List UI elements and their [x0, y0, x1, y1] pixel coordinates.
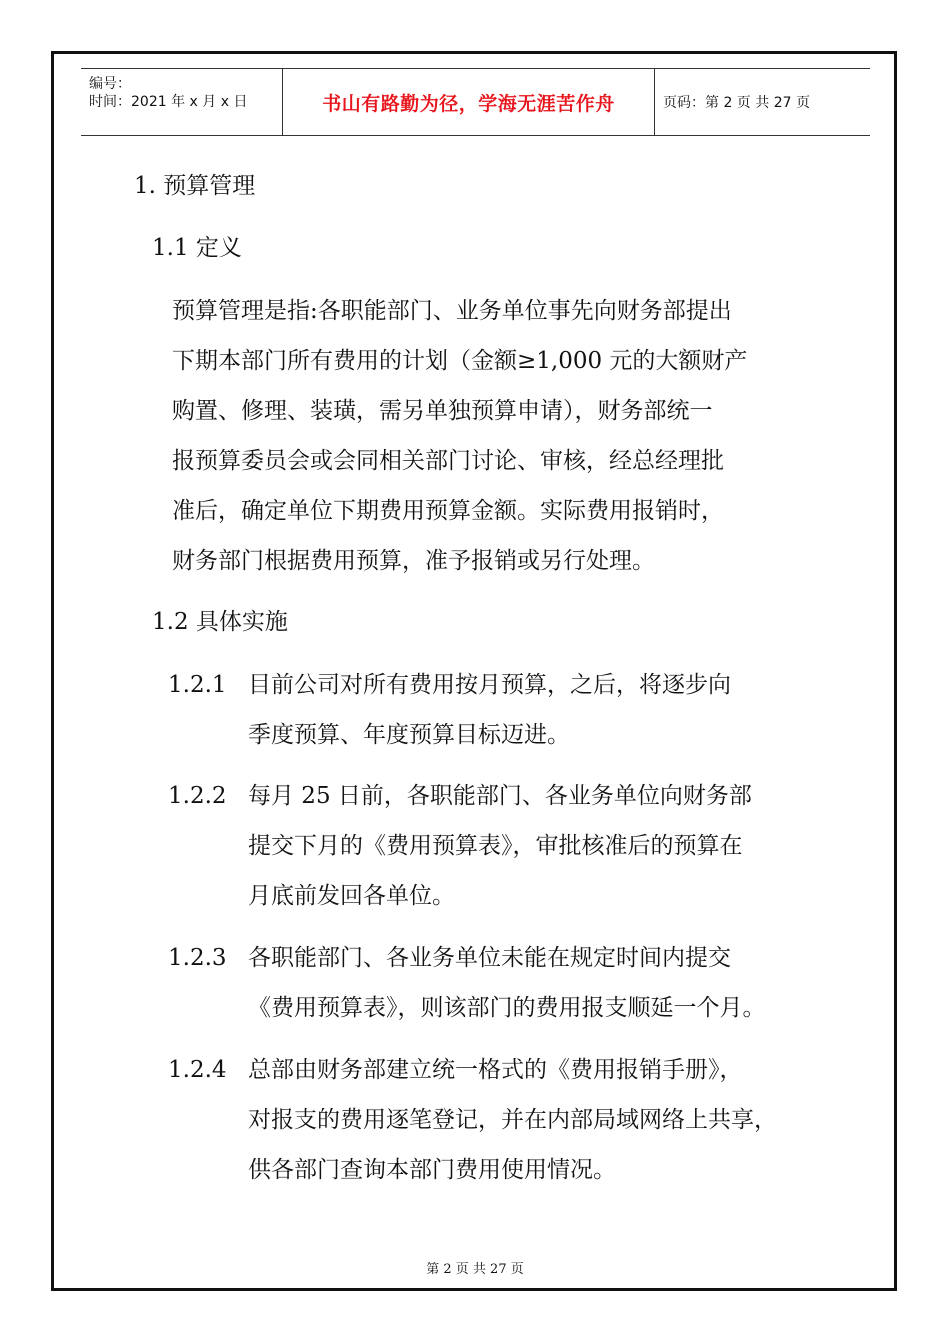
- item-line: 对报支的费用逐笔登记，并在内部局域网络上共享，: [248, 1107, 777, 1133]
- header-meta: [89, 75, 247, 111]
- subsection-title-definition: 1.1 定义: [152, 235, 242, 261]
- document-header: [81, 68, 870, 136]
- definition-line: 购置、修理、装璜，需另单独预算申请），财务部统一: [172, 398, 713, 424]
- item-line: 提交下月的《费用预算表》，审批核准后的预算在: [248, 833, 743, 859]
- subsection-title-implementation: 1.2 具体实施: [152, 609, 288, 635]
- item-line: 每月 25 日前，各职能部门、各业务单位向财务部: [248, 783, 752, 809]
- item-line: 季度预算、年度预算目标迈进。: [248, 722, 570, 748]
- definition-line: 报预算委员会或会同相关部门讨论、审核，经总经理批: [172, 448, 724, 474]
- definition-line: 下期本部门所有费用的计划（金额≥1,000 元的大额财产: [172, 348, 748, 374]
- number-label: 编号：: [89, 76, 131, 92]
- item-number: 1.2.3: [168, 945, 227, 971]
- item-line: 各职能部门、各业务单位未能在规定时间内提交: [248, 945, 731, 971]
- header-divider: [654, 69, 655, 135]
- header-page-info: 页码：第 2 页 共 27 页: [663, 95, 810, 111]
- item-number: 1.2.2: [168, 783, 227, 809]
- definition-line: 准后，确定单位下期费用预算金额。实际费用报销时，: [172, 498, 724, 524]
- item-line: 目前公司对所有费用按月预算，之后，将逐步向: [248, 672, 731, 698]
- section-title: 1. 预算管理: [134, 173, 256, 199]
- item-line: 月底前发回各单位。: [248, 883, 455, 909]
- header-motto: 书山有路勤为径，学海无涯苦作舟: [322, 92, 615, 115]
- item-line: 供各部门查询本部门费用使用情况。: [248, 1157, 616, 1183]
- item-line: 《费用预算表》，则该部门的费用报支顺延一个月。: [248, 995, 766, 1021]
- item-line: 总部由财务部建立统一格式的《费用报销手册》，: [248, 1057, 743, 1083]
- definition-line: 财务部门根据费用预算，准予报销或另行处理。: [172, 548, 655, 574]
- time-label: 时间：2021 年 x 月 x 日: [89, 94, 248, 110]
- item-number: 1.2.1: [168, 672, 227, 698]
- definition-line: 预算管理是指:各职能部门、业务单位事先向财务部提出: [172, 298, 732, 324]
- item-number: 1.2.4: [168, 1057, 227, 1083]
- page-footer: 第 2 页 共 27 页: [426, 1262, 524, 1277]
